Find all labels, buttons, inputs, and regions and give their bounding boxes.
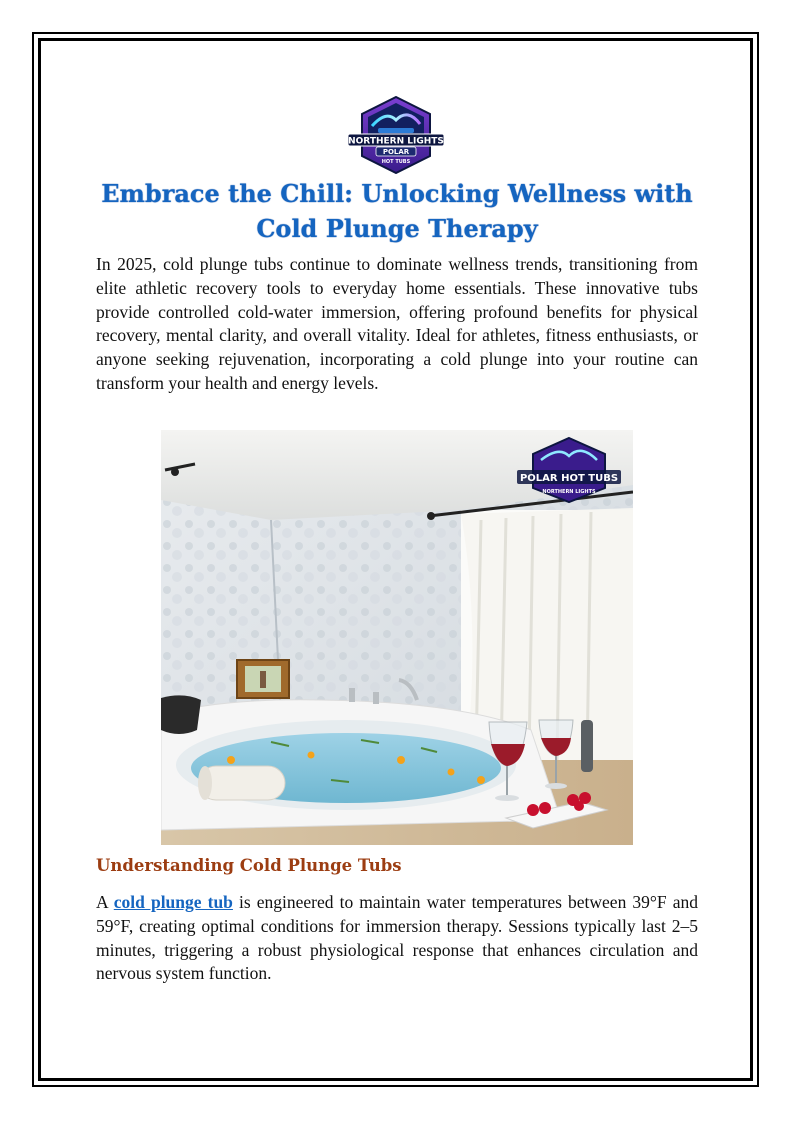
photo-badge-main: POLAR HOT TUBS [519,473,619,484]
section-prefix: A [96,892,114,912]
logo-line1: NORTHERN LIGHTS [348,136,444,147]
intro-paragraph: In 2025, cold plunge tubs continue to dominate wellness trends, transitioning from elite athletic recovery tools to everyday home essentials. These innovative tubs provide controlled cold-water immersion, offering profound benefits for physical recovery, mental clarity, and overall vitality. Ideal for athletes, fitness enthusiasts, or anyone seeking rejuvenation, incorporating a cold plunge into your routine can transform your health and energy levels. [96,254,698,393]
section-paragraph [96,891,698,986]
photo-badge-sub: NORTHERN LIGHTS [542,489,596,495]
hot-tub-photo [161,430,633,845]
section-body: is engineered to maintain water temperatures between 39°F and 59°F, creating optimal conditions for immersion therapy. Sessions typically last 2–5 minutes, triggering a robust physiological response that enhances circulation and nervous system function. [96,892,698,984]
northern-lights-logo [346,96,446,174]
section-heading: Understanding Cold Plunge Tubs [96,856,402,875]
logo-line2: POLAR [382,148,410,157]
page-title: Embrace the Chill: Unlocking Wellness with Cold Plunge Therapy [101,179,693,243]
cold-plunge-tub-link[interactable]: cold plunge tub [113,892,233,912]
logo-line3: HOT TUBS [381,159,411,165]
